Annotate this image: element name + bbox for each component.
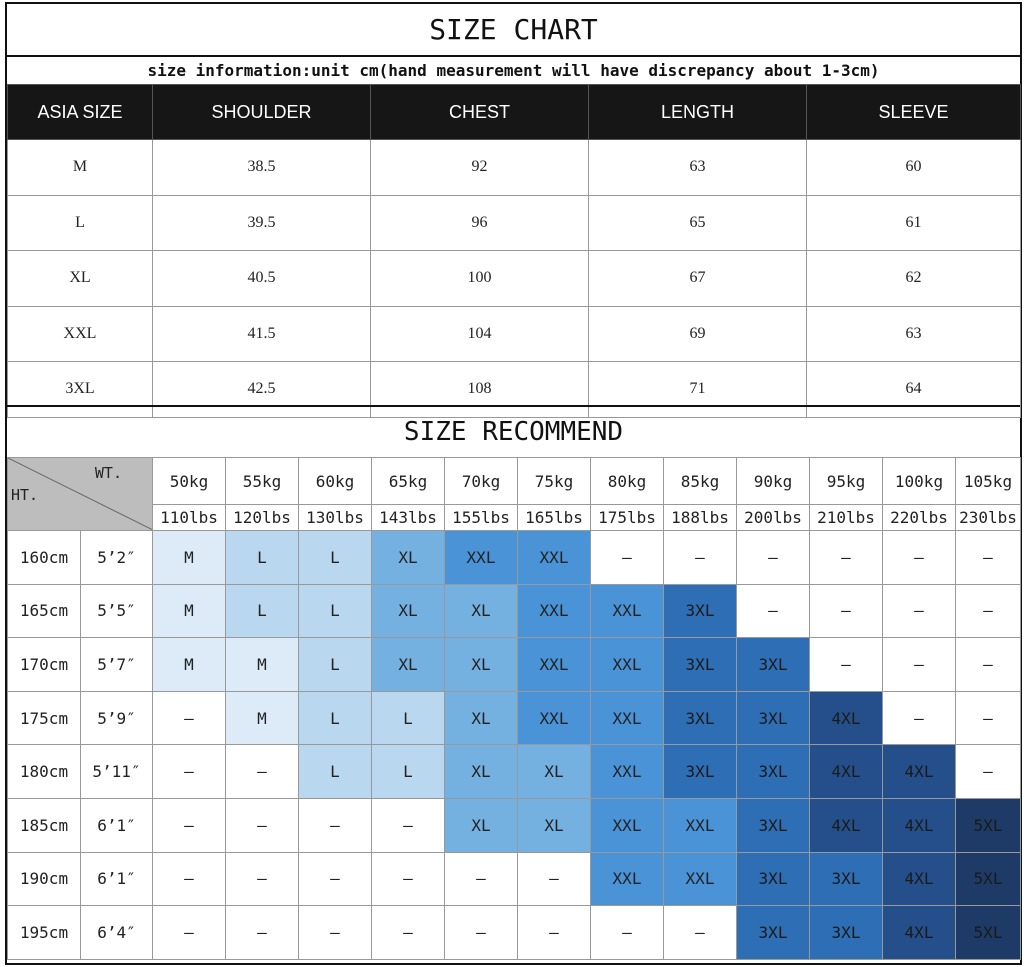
recommended-size-cell: XXL [591,745,664,799]
table-row [8,906,1021,960]
recommended-size-cell: – [153,798,226,852]
measurement-cell: 38.5 [153,140,371,196]
recommended-size-cell: XXL [591,691,664,745]
size-label-cell: XL [8,251,153,307]
recommended-size-cell: – [226,906,299,960]
recommended-size-cell: 4XL [810,745,883,799]
height-cm-cell: 190cm [8,852,81,906]
weight-lbs-header: 165lbs [518,505,591,531]
weight-lbs-row [8,505,1021,531]
size-recommend-title: SIZE RECOMMEND [7,405,1020,457]
weight-kg-header: 90kg [737,458,810,505]
recommended-size-cell: 5XL [956,906,1021,960]
recommended-size-cell: – [299,798,372,852]
recommended-size-cell: 3XL [664,691,737,745]
measurement-cell: 62 [807,251,1021,307]
recommended-size-cell: L [299,691,372,745]
height-ft-cell: 5’11″ [81,745,153,799]
weight-lbs-header: 175lbs [591,505,664,531]
recommended-size-cell: XXL [518,691,591,745]
height-ft-cell: 6’1″ [81,798,153,852]
height-ft-cell: 6’1″ [81,852,153,906]
recommended-size-cell: L [226,531,299,585]
recommended-size-cell: 3XL [664,745,737,799]
measurement-cell: 100 [371,251,589,307]
recommended-size-cell: – [810,584,883,638]
size-chart-subtitle: size information:unit cm(hand measurement will have discrepancy about 1-3cm) [147,61,880,80]
recommended-size-cell: XL [445,691,518,745]
recommended-size-cell: XL [445,584,518,638]
recommended-size-cell: – [883,531,956,585]
recommended-size-cell: L [372,745,445,799]
recommended-size-cell: L [299,745,372,799]
weight-kg-header: 75kg [518,458,591,505]
recommended-size-cell: 4XL [883,906,956,960]
header-asia-size: ASIA SIZE [8,85,153,140]
height-cm-cell: 180cm [8,745,81,799]
height-cm-cell: 195cm [8,906,81,960]
measurement-cell: 108 [371,362,589,418]
height-axis-label: HT. [11,486,39,504]
recommended-size-cell: 3XL [737,798,810,852]
recommended-size-cell: – [153,745,226,799]
header-length: LENGTH [589,85,807,140]
recommended-size-cell: – [956,745,1021,799]
recommended-size-cell: 4XL [810,798,883,852]
height-cm-cell: 185cm [8,798,81,852]
measurement-cell: 39.5 [153,195,371,251]
recommended-size-cell: XL [372,584,445,638]
recommended-size-cell: – [226,798,299,852]
measurement-cell: 67 [589,251,807,307]
table-row [8,798,1021,852]
recommended-size-cell: XL [445,638,518,692]
recommended-size-cell: 3XL [737,906,810,960]
weight-kg-header: 100kg [883,458,956,505]
weight-kg-header: 85kg [664,458,737,505]
measurement-cell: 41.5 [153,306,371,362]
recommended-size-cell: L [299,531,372,585]
weight-lbs-header: 230lbs [956,505,1021,531]
recommended-size-cell: – [664,531,737,585]
recommended-size-cell: XXL [591,798,664,852]
recommended-size-cell: 4XL [883,852,956,906]
recommended-size-cell: L [226,584,299,638]
recommended-size-cell: – [591,906,664,960]
recommended-size-cell: 5XL [956,798,1021,852]
recommended-size-cell: 4XL [883,798,956,852]
size-recommend-table [7,457,1021,960]
recommended-size-cell: 3XL [737,852,810,906]
header-shoulder: SHOULDER [153,85,371,140]
measurement-cell: 61 [807,195,1021,251]
weight-lbs-header: 220lbs [883,505,956,531]
recommended-size-cell: – [299,852,372,906]
recommended-size-cell: 4XL [810,691,883,745]
recommended-size-cell: XXL [664,798,737,852]
measurement-cell: 42.5 [153,362,371,418]
recommended-size-cell: – [372,798,445,852]
table-row [8,195,1021,251]
height-cm-cell: 170cm [8,638,81,692]
recommended-size-cell: – [591,531,664,585]
measurement-cell: 65 [589,195,807,251]
header-sleeve: SLEEVE [807,85,1021,140]
measurement-cell: 64 [807,362,1021,418]
measurement-cell: 63 [807,306,1021,362]
table-row [8,852,1021,906]
recommended-size-cell: XL [518,745,591,799]
recommended-size-cell: – [737,531,810,585]
recommended-size-cell: 4XL [883,745,956,799]
recommended-size-cell: – [299,906,372,960]
measurement-cell: 69 [589,306,807,362]
recommended-size-cell: – [810,531,883,585]
recommended-size-cell: – [883,691,956,745]
recommended-size-cell: XL [372,638,445,692]
recommended-size-cell: – [372,906,445,960]
recommended-size-cell: 5XL [956,852,1021,906]
recommended-size-cell: – [445,852,518,906]
recommended-size-cell: – [664,906,737,960]
weight-kg-header: 95kg [810,458,883,505]
recommended-size-cell: M [153,638,226,692]
recommended-size-cell: XXL [591,584,664,638]
recommended-size-cell: XXL [664,852,737,906]
recommended-size-cell: 3XL [737,638,810,692]
size-label-cell: 3XL [8,362,153,418]
weight-lbs-header: 188lbs [664,505,737,531]
recommended-size-cell: – [737,584,810,638]
recommended-size-cell: XL [518,798,591,852]
measurement-cell: 104 [371,306,589,362]
recommended-size-cell: – [810,638,883,692]
weight-kg-header: 65kg [372,458,445,505]
weight-axis-label: WT. [94,464,122,482]
measurement-cell: 92 [371,140,589,196]
recommended-size-cell: – [518,852,591,906]
recommended-size-cell: – [518,906,591,960]
measurement-cell: 63 [589,140,807,196]
table-row [8,638,1021,692]
recommended-size-cell: – [956,584,1021,638]
height-weight-corner [8,458,153,531]
recommended-size-cell: 3XL [737,691,810,745]
recommended-size-cell: – [226,745,299,799]
recommended-size-cell: – [956,531,1021,585]
height-ft-cell: 5’7″ [81,638,153,692]
recommended-size-cell: – [883,638,956,692]
weight-lbs-header: 143lbs [372,505,445,531]
size-label-cell: XXL [8,306,153,362]
weight-kg-header: 55kg [226,458,299,505]
header-chest: CHEST [371,85,589,140]
weight-kg-header: 50kg [153,458,226,505]
weight-kg-header: 60kg [299,458,372,505]
weight-lbs-header: 130lbs [299,505,372,531]
recommended-size-cell: – [956,638,1021,692]
table-row [8,306,1021,362]
recommended-size-cell: XXL [591,852,664,906]
recommended-size-cell: M [226,638,299,692]
recommended-size-cell: M [153,584,226,638]
weight-kg-header: 70kg [445,458,518,505]
recommended-size-cell: 3XL [810,906,883,960]
recommended-size-cell: XL [445,798,518,852]
measurement-cell: 96 [371,195,589,251]
weight-lbs-header: 155lbs [445,505,518,531]
recommended-size-cell: – [153,852,226,906]
recommended-size-cell: 3XL [810,852,883,906]
weight-lbs-header: 200lbs [737,505,810,531]
size-chart-page [5,2,1022,965]
recommended-size-cell: XL [445,745,518,799]
recommended-size-cell: XXL [518,531,591,585]
weight-lbs-header: 120lbs [226,505,299,531]
recommended-size-cell: – [153,906,226,960]
weight-lbs-header: 210lbs [810,505,883,531]
recommended-size-cell: XL [372,531,445,585]
recommended-size-cell: XXL [445,531,518,585]
height-ft-cell: 5’9″ [81,691,153,745]
weight-kg-header: 80kg [591,458,664,505]
height-ft-cell: 6’4″ [81,906,153,960]
recommended-size-cell: XXL [591,638,664,692]
height-cm-cell: 175cm [8,691,81,745]
recommended-size-cell: XXL [518,584,591,638]
recommended-size-cell: – [226,852,299,906]
weight-lbs-header: 110lbs [153,505,226,531]
height-cm-cell: 160cm [8,531,81,585]
recommended-size-cell: – [153,691,226,745]
measurement-cell: 40.5 [153,251,371,307]
table-row [8,584,1021,638]
recommended-size-cell: L [372,691,445,745]
measurement-cell: 60 [807,140,1021,196]
size-label-cell: L [8,195,153,251]
recommended-size-cell: M [153,531,226,585]
table-row [8,251,1021,307]
recommended-size-cell: L [299,584,372,638]
size-table-header-row [8,85,1021,140]
weight-kg-header: 105kg [956,458,1021,505]
height-ft-cell: 5’5″ [81,584,153,638]
table-row [8,745,1021,799]
recommended-size-cell: – [883,584,956,638]
size-measurement-table [7,84,1021,418]
table-row [8,691,1021,745]
recommended-size-cell: 3XL [664,638,737,692]
table-row [8,140,1021,196]
recommended-size-cell: M [226,691,299,745]
size-label-cell: M [8,140,153,196]
recommended-size-cell: 3XL [737,745,810,799]
size-chart-title: SIZE CHART [7,4,1020,57]
height-cm-cell: 165cm [8,584,81,638]
height-ft-cell: 5’2″ [81,531,153,585]
recommended-size-cell: – [372,852,445,906]
measurement-cell: 71 [589,362,807,418]
table-row [8,531,1021,585]
weight-kg-row [8,458,1021,505]
recommended-size-cell: – [956,691,1021,745]
recommended-size-cell: XXL [518,638,591,692]
recommended-size-cell: L [299,638,372,692]
recommended-size-cell: 3XL [664,584,737,638]
recommended-size-cell: – [445,906,518,960]
